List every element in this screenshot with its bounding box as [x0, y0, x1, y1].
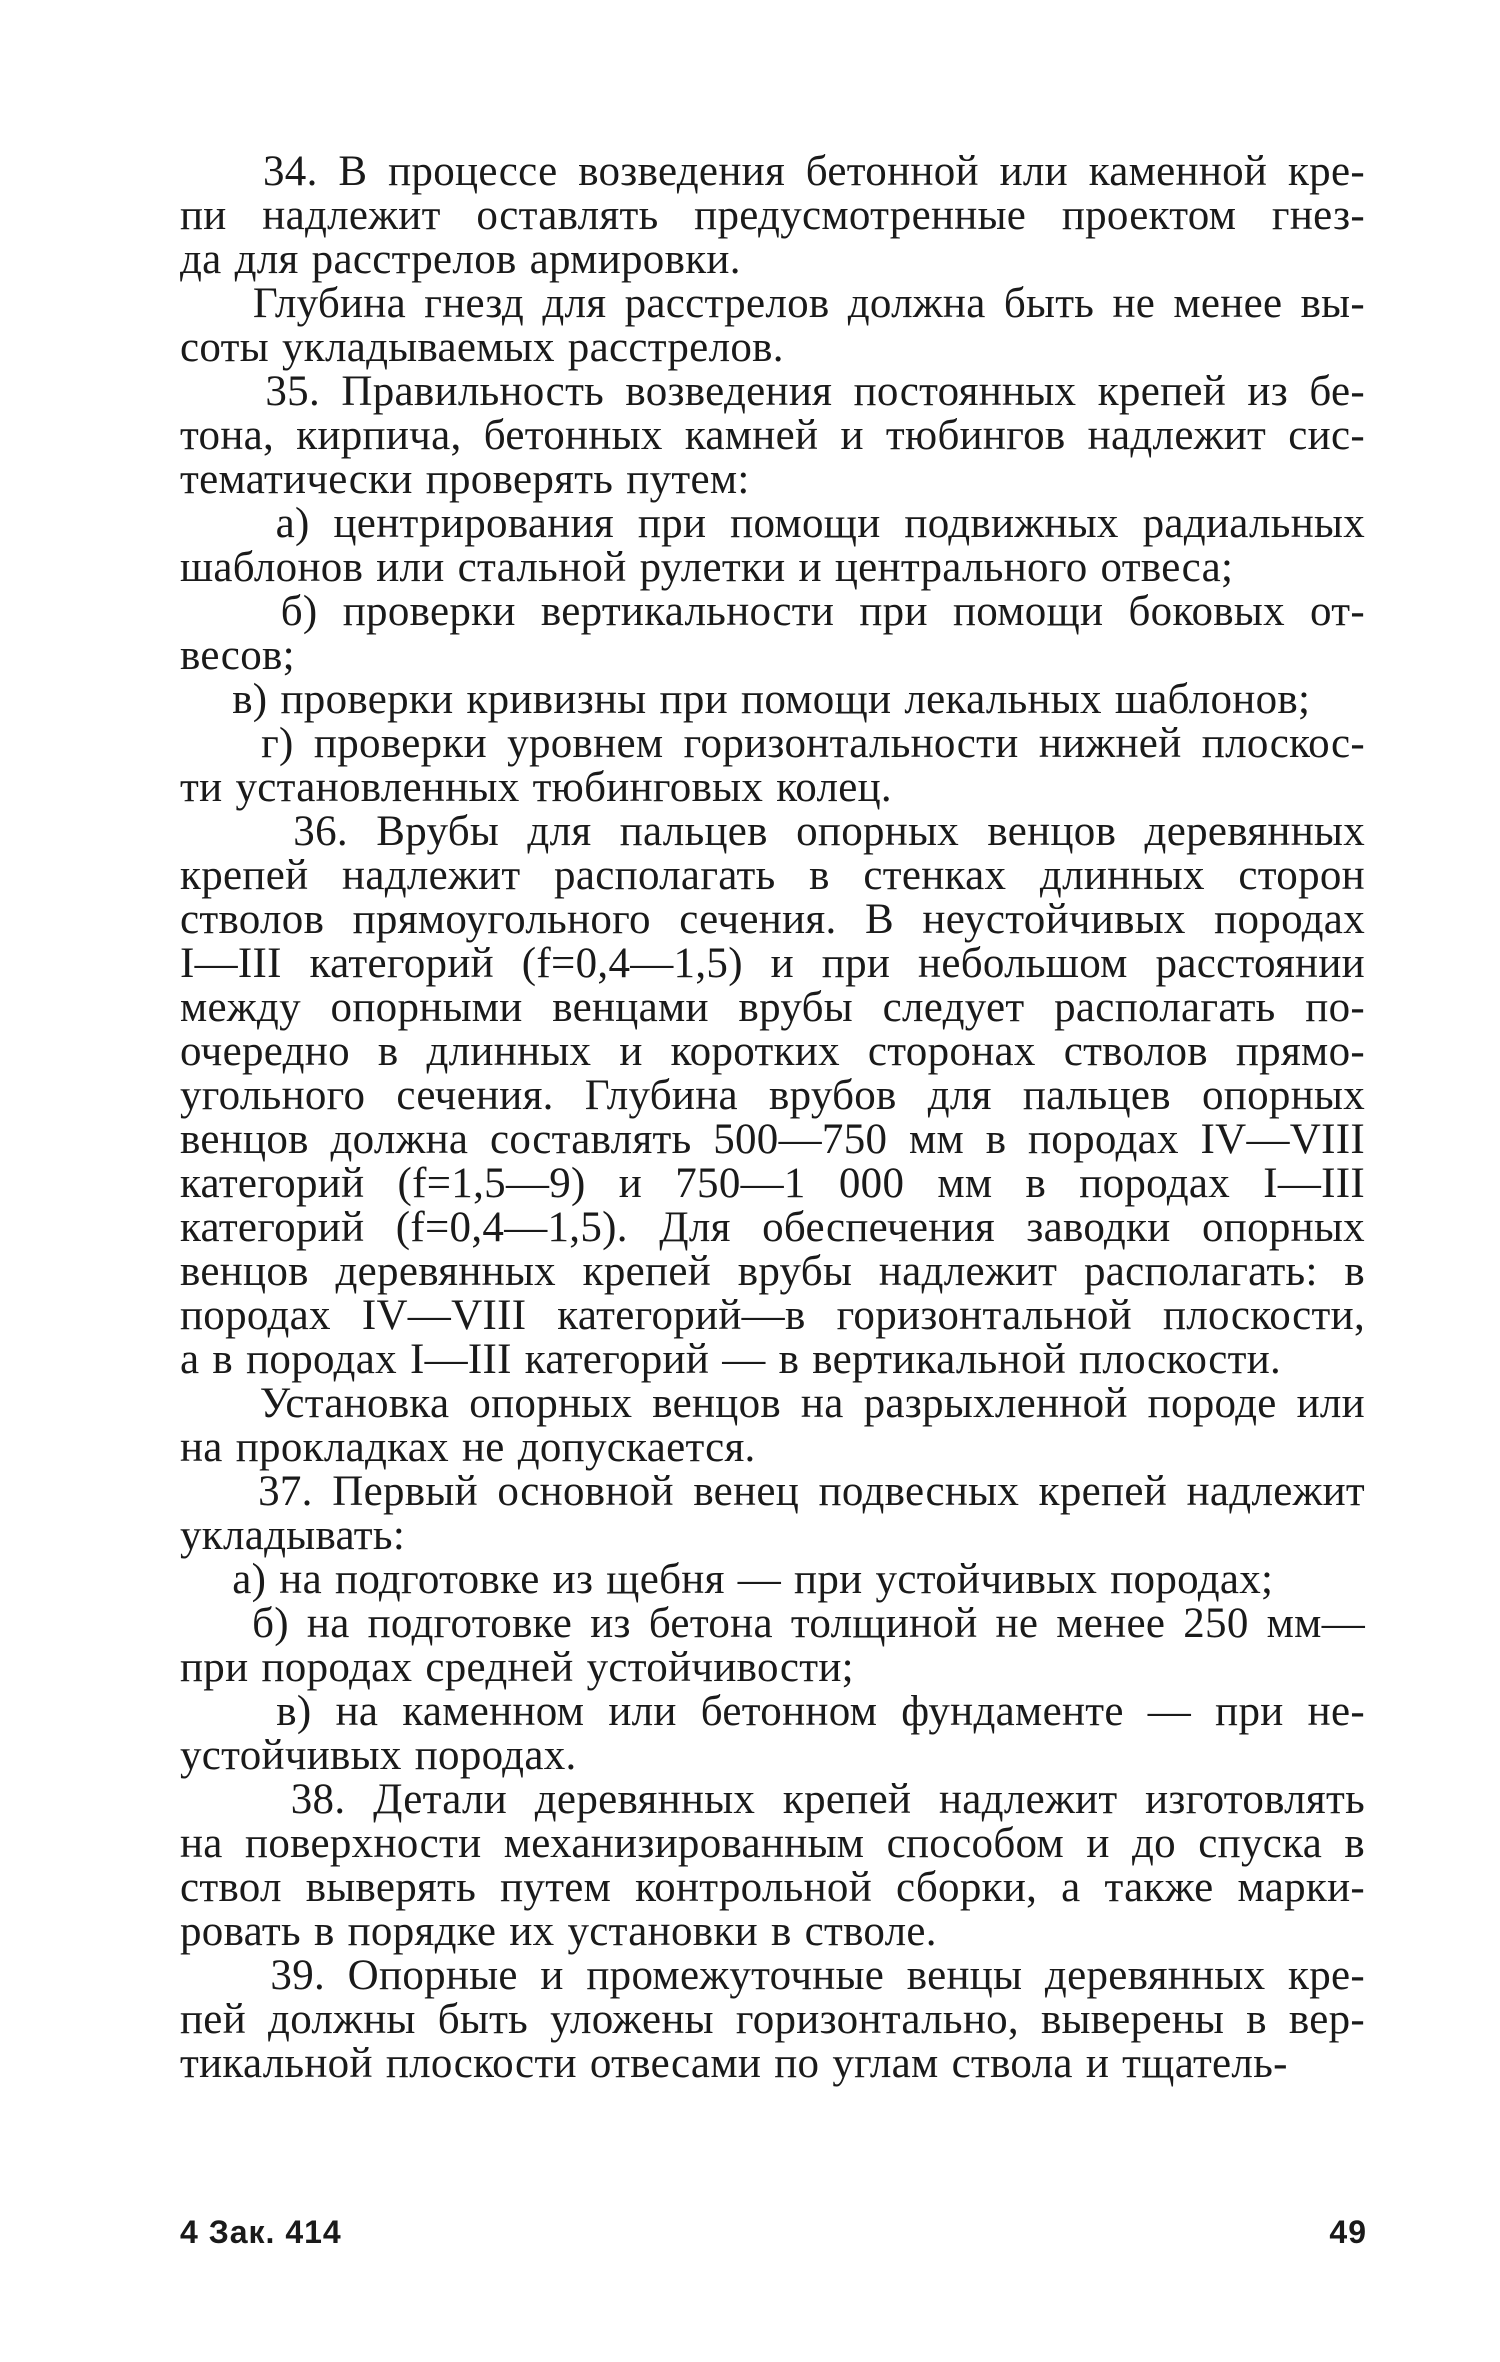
- paragraph: [180, 1470, 1365, 1558]
- paragraph: [180, 1954, 1365, 2086]
- text-line: 35. Правильность возведения постоянных крепей из бе-: [180, 368, 1365, 415]
- text-line: да для расстрелов армировки.: [180, 236, 741, 283]
- paragraph: [180, 1690, 1365, 1778]
- paragraph: [180, 370, 1365, 502]
- text-line: а) на подготовке из щебня — при устойчивых породах;: [180, 1556, 1274, 1603]
- paragraph: [180, 502, 1365, 590]
- text-line: Установка опорных венцов на разрыхленной породе или: [180, 1380, 1365, 1427]
- text-line: б) проверки вертикальности при помощи боковых от-: [180, 588, 1365, 635]
- text-line: ствол выверять путем контрольной сборки, а также марки-: [180, 1864, 1365, 1911]
- text-line: шаблонов или стальной рулетки и центрального отвеса;: [180, 544, 1234, 591]
- text-line: венцов должна составлять 500—750 мм в породах IV—VIII: [180, 1116, 1365, 1163]
- paragraph: [180, 1558, 1365, 1602]
- text-line: 34. В процессе возведения бетонной или каменной кре-: [180, 148, 1365, 195]
- text-line: ровать в порядке их установки в стволе.: [180, 1908, 937, 1955]
- text-line: 38. Детали деревянных крепей надлежит изготовлять: [180, 1776, 1365, 1823]
- paragraph: [180, 678, 1365, 722]
- text-line: пи надлежит оставлять предусмотренные проектом гнез-: [180, 192, 1365, 239]
- body-text: [180, 150, 1365, 2086]
- text-line: породах IV—VIII категорий—в горизонтальной плоскости,: [180, 1292, 1365, 1339]
- text-line: Глубина гнезд для расстрелов должна быть не менее вы-: [180, 280, 1365, 327]
- text-line: категорий (f=1,5—9) и 750—1 000 мм в породах I—III: [180, 1160, 1365, 1207]
- text-line: при породах средней устойчивости;: [180, 1644, 854, 1691]
- text-line: на прокладках не допускается.: [180, 1424, 756, 1471]
- text-line: пей должны быть уложены горизонтально, выверены в вер-: [180, 1996, 1365, 2043]
- printing-signature: 4 Зак. 414: [180, 2214, 342, 2250]
- paragraph: [180, 722, 1365, 810]
- text-line: 37. Первый основной венец подвесных крепей надлежит: [180, 1468, 1365, 1515]
- paragraph: [180, 150, 1365, 282]
- text-line: 36. Врубы для пальцев опорных венцов деревянных: [180, 808, 1365, 855]
- text-line: в) на каменном или бетонном фундаменте — при не-: [180, 1688, 1365, 1735]
- text-line: устойчивых породах.: [180, 1732, 577, 1779]
- text-line: крепей надлежит располагать в стенках длинных сторон: [180, 852, 1365, 899]
- text-line: ти установленных тюбинговых колец.: [180, 764, 892, 811]
- text-line: стволов прямоугольного сечения. В неустойчивых породах: [180, 896, 1365, 943]
- text-line: 39. Опорные и промежуточные венцы деревянных кре-: [180, 1952, 1365, 1999]
- text-line: а в породах I—III категорий — в вертикальной плоскости.: [180, 1336, 1282, 1383]
- paragraph: [180, 1602, 1365, 1690]
- text-line: г) проверки уровнем горизонтальности нижней плоскос-: [180, 720, 1365, 767]
- text-line: а) центрирования при помощи подвижных радиальных: [180, 500, 1365, 547]
- text-line: б) на подготовке из бетона толщиной не менее 250 мм—: [180, 1600, 1365, 1647]
- text-line: тикальной плоскости отвесами по углам ствола и тщатель-: [180, 2040, 1288, 2087]
- text-line: весов;: [180, 632, 295, 679]
- text-line: очередно в длинных и коротких сторонах стволов прямо-: [180, 1028, 1365, 1075]
- text-line: I—III категорий (f=0,4—1,5) и при небольшом расстоянии: [180, 940, 1365, 987]
- text-line: категорий (f=0,4—1,5). Для обеспечения заводки опорных: [180, 1204, 1365, 1251]
- text-line: соты укладываемых расстрелов.: [180, 324, 784, 371]
- text-line: в) проверки кривизны при помощи лекальных шаблонов;: [180, 676, 1311, 723]
- text-line: на поверхности механизированным способом и до спуска в: [180, 1820, 1365, 1867]
- text-line: венцов деревянных крепей врубы надлежит располагать: в: [180, 1248, 1365, 1295]
- text-line: угольного сечения. Глубина врубов для пальцев опорных: [180, 1072, 1365, 1119]
- paragraph: [180, 282, 1365, 370]
- paragraph: [180, 1778, 1365, 1954]
- paragraph: [180, 590, 1365, 678]
- text-line: тематически проверять путем:: [180, 456, 750, 503]
- paragraph: [180, 810, 1365, 1382]
- text-line: между опорными венцами врубы следует располагать по-: [180, 984, 1365, 1031]
- paragraph: [180, 1382, 1365, 1470]
- page-number: 49: [1329, 2214, 1367, 2250]
- text-line: тона, кирпича, бетонных камней и тюбингов надлежит сис-: [180, 412, 1365, 459]
- text-line: укладывать:: [180, 1512, 406, 1559]
